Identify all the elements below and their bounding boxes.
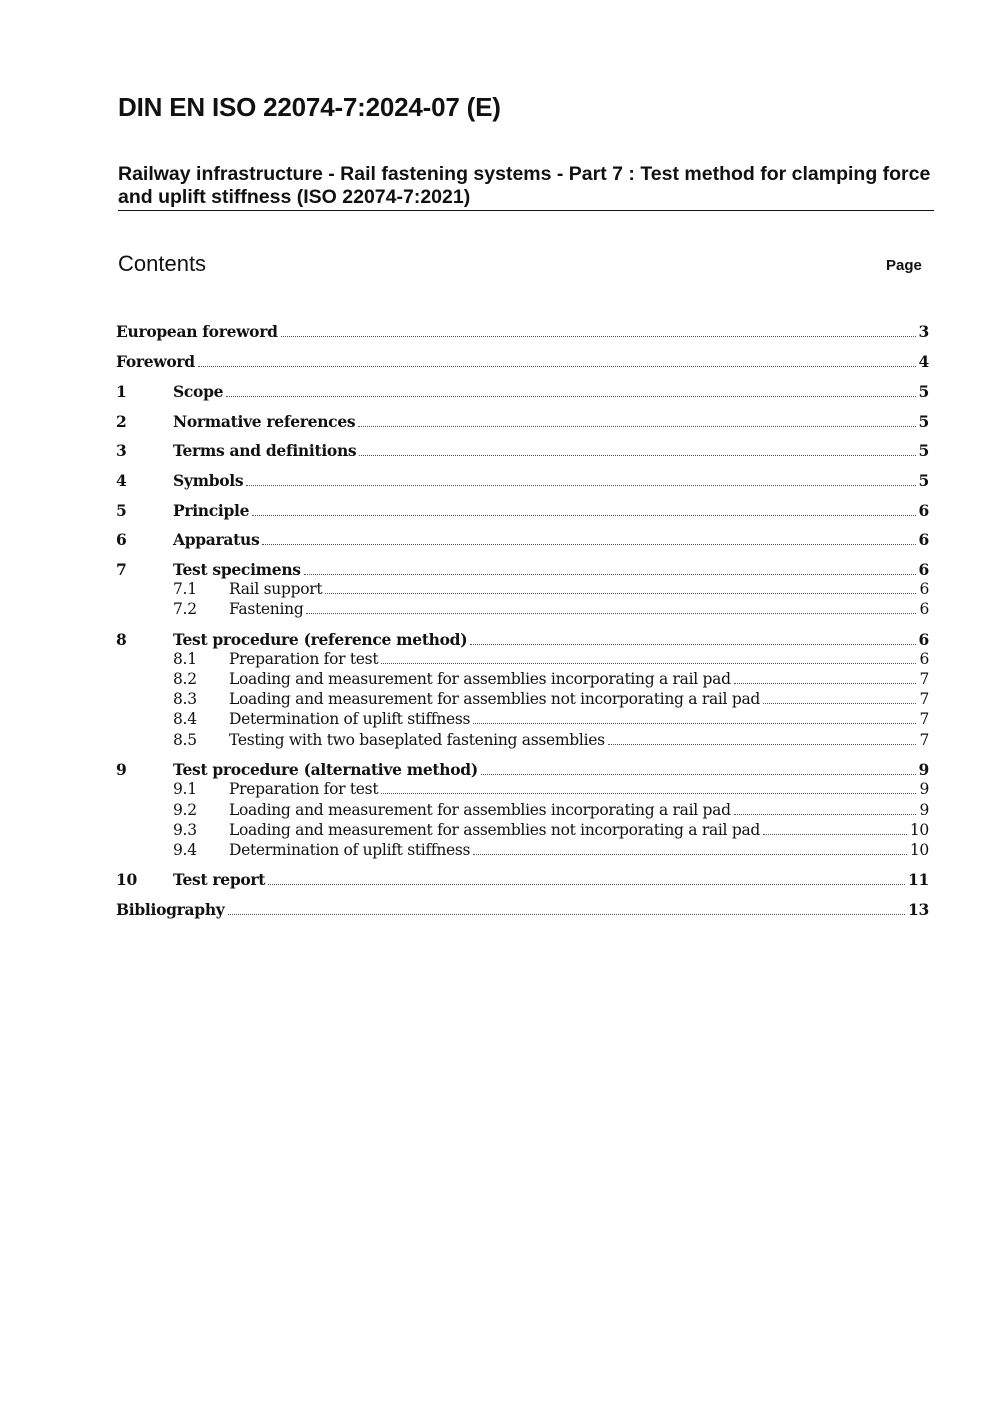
toc-entry-title: Loading and measurement for assemblies not incorporating a rail pad xyxy=(229,821,761,839)
toc-entry-title: Bibliography xyxy=(116,900,225,919)
toc-entry-page: 11 xyxy=(908,870,929,889)
toc-entry[interactable] xyxy=(116,560,929,579)
toc-entry[interactable] xyxy=(116,670,929,688)
toc-entry-page: 4 xyxy=(918,352,929,371)
toc-entry-page: 10 xyxy=(909,841,929,859)
toc-entry-title: Scope xyxy=(173,382,224,401)
toc-entry-title: Fastening xyxy=(229,600,304,618)
toc-entry[interactable] xyxy=(116,530,929,549)
toc-entry-page: 6 xyxy=(918,530,929,549)
toc-entry-page: 7 xyxy=(919,690,929,708)
toc-entry-page: 6 xyxy=(919,650,929,668)
toc-entry-title: Test procedure (alternative method) xyxy=(173,760,478,779)
toc-entry-number: 4 xyxy=(116,471,127,490)
toc-entry-title: Loading and measurement for assemblies incorporating a rail pad xyxy=(229,801,731,819)
toc-dot-leader xyxy=(226,396,915,397)
toc-entry-number: 9.4 xyxy=(173,841,197,859)
toc-entry-number: 10 xyxy=(116,870,137,889)
toc-entry-title: Symbols xyxy=(173,471,244,490)
toc-entry-number: 8 xyxy=(116,630,127,649)
toc-entry[interactable] xyxy=(116,441,929,460)
toc-dot-leader xyxy=(381,793,916,794)
toc-entry-number: 3 xyxy=(116,441,127,460)
toc-entry-number: 5 xyxy=(116,501,127,520)
toc-entry-page: 7 xyxy=(919,710,929,728)
toc-dot-leader xyxy=(473,723,916,724)
toc-entry-number: 7.1 xyxy=(173,580,197,598)
toc-dot-leader xyxy=(325,593,916,594)
toc-entry[interactable] xyxy=(116,412,929,431)
toc-entry-number: 9.2 xyxy=(173,801,197,819)
toc-entry[interactable] xyxy=(116,690,929,708)
toc-entry-page: 3 xyxy=(918,322,929,341)
toc-entry-page: 9 xyxy=(918,760,929,779)
toc-entry-page: 6 xyxy=(919,600,929,618)
toc-entry-title: Loading and measurement for assemblies incorporating a rail pad xyxy=(229,670,731,688)
toc-entry[interactable] xyxy=(116,630,929,649)
toc-entry[interactable] xyxy=(116,821,929,839)
toc-entry-title: Determination of uplift stiffness xyxy=(229,841,471,859)
toc-entry[interactable] xyxy=(116,780,929,798)
toc-entry-number: 9.1 xyxy=(173,780,197,798)
toc-entry-title: Foreword xyxy=(116,352,195,371)
toc-entry-title: Terms and definitions xyxy=(173,441,357,460)
toc-entry-title: Determination of uplift stiffness xyxy=(229,710,471,728)
toc-entry-page: 5 xyxy=(918,412,929,431)
document-id: DIN EN ISO 22074-7:2024-07 (E) xyxy=(118,92,501,122)
toc-entry-title: Loading and measurement for assemblies not incorporating a rail pad xyxy=(229,690,761,708)
toc-dot-leader xyxy=(359,455,915,456)
toc-entry-title: Testing with two baseplated fastening assemblies xyxy=(229,731,605,749)
toc-entry-page: 5 xyxy=(918,471,929,490)
toc-dot-leader xyxy=(734,683,917,684)
toc-entry-number: 9 xyxy=(116,760,127,779)
toc-entry-title: Preparation for test xyxy=(229,780,379,798)
toc-entry-page: 6 xyxy=(918,630,929,649)
toc-entry[interactable] xyxy=(116,760,929,779)
toc-entry[interactable] xyxy=(116,352,929,371)
contents-heading: Contents xyxy=(118,251,207,276)
toc-entry-number: 8.3 xyxy=(173,690,197,708)
toc-entry-page: 9 xyxy=(919,780,929,798)
toc-entry-page: 7 xyxy=(919,731,929,749)
toc-dot-leader xyxy=(473,854,907,855)
toc-entry-title: Preparation for test xyxy=(229,650,379,668)
toc-dot-leader xyxy=(281,336,916,337)
toc-dot-leader xyxy=(228,914,906,915)
toc-entry-number: 7 xyxy=(116,560,127,579)
toc-entry-number: 2 xyxy=(116,412,127,431)
toc-entry[interactable] xyxy=(116,841,929,859)
toc-dot-leader xyxy=(481,774,916,775)
toc-dot-leader xyxy=(734,814,917,815)
toc-entry[interactable] xyxy=(116,322,929,341)
toc-entry-page: 6 xyxy=(918,501,929,520)
toc-dot-leader xyxy=(470,644,915,645)
toc-entry-number: 6 xyxy=(116,530,127,549)
toc-entry-page: 13 xyxy=(908,900,929,919)
toc-entry[interactable] xyxy=(116,710,929,728)
page-column-heading: Page xyxy=(886,257,922,274)
toc-entry[interactable] xyxy=(116,900,929,919)
toc-entry-page: 5 xyxy=(918,441,929,460)
title-rule xyxy=(118,210,934,211)
toc-dot-leader xyxy=(262,544,915,545)
toc-dot-leader xyxy=(306,613,916,614)
toc-entry[interactable] xyxy=(116,731,929,749)
toc-dot-leader xyxy=(252,515,915,516)
document-title: Railway infrastructure - Rail fastening systems - Part 7 : Test method for clamping force and uplift stiffness (ISO 22074-7:2021) xyxy=(118,163,931,208)
toc-entry-number: 7.2 xyxy=(173,600,197,618)
toc-entry-title: European foreword xyxy=(116,322,278,341)
toc-dot-leader xyxy=(268,884,905,885)
toc-entry-number: 1 xyxy=(116,382,127,401)
toc-entry-title: Test specimens xyxy=(173,560,301,579)
toc-dot-leader xyxy=(381,663,916,664)
toc-entry-number: 8.5 xyxy=(173,731,197,749)
toc-entry-page: 6 xyxy=(919,580,929,598)
toc-dot-leader xyxy=(763,834,907,835)
toc-entry-title: Test procedure (reference method) xyxy=(173,630,468,649)
toc-entry-title: Normative references xyxy=(173,412,356,431)
toc-entry-page: 10 xyxy=(909,821,929,839)
toc-entry-title: Apparatus xyxy=(173,530,260,549)
toc-entry[interactable] xyxy=(116,801,929,819)
toc-entry-number: 8.1 xyxy=(173,650,197,668)
toc-entry-page: 9 xyxy=(919,801,929,819)
toc-entry-number: 8.4 xyxy=(173,710,197,728)
toc-dot-leader xyxy=(304,574,916,575)
toc-entry[interactable] xyxy=(116,650,929,668)
toc-entry[interactable] xyxy=(116,471,929,490)
toc-entry-title: Test report xyxy=(173,870,266,889)
toc-entry[interactable] xyxy=(116,870,929,889)
toc-dot-leader xyxy=(198,366,916,367)
toc-entry-title: Principle xyxy=(173,501,250,520)
toc-entry-page: 6 xyxy=(918,560,929,579)
toc-dot-leader xyxy=(358,426,915,427)
toc-entry-title: Rail support xyxy=(229,580,323,598)
toc-entry-page: 7 xyxy=(919,670,929,688)
toc-dot-leader xyxy=(608,744,917,745)
toc-entry-number: 9.3 xyxy=(173,821,197,839)
toc-entry-number: 8.2 xyxy=(173,670,197,688)
toc-entry[interactable] xyxy=(116,580,929,598)
toc-entry-page: 5 xyxy=(918,382,929,401)
toc-entry[interactable] xyxy=(116,382,929,401)
toc-dot-leader xyxy=(763,703,916,704)
toc-entry[interactable] xyxy=(116,501,929,520)
toc-entry[interactable] xyxy=(116,600,929,618)
toc-dot-leader xyxy=(246,485,915,486)
